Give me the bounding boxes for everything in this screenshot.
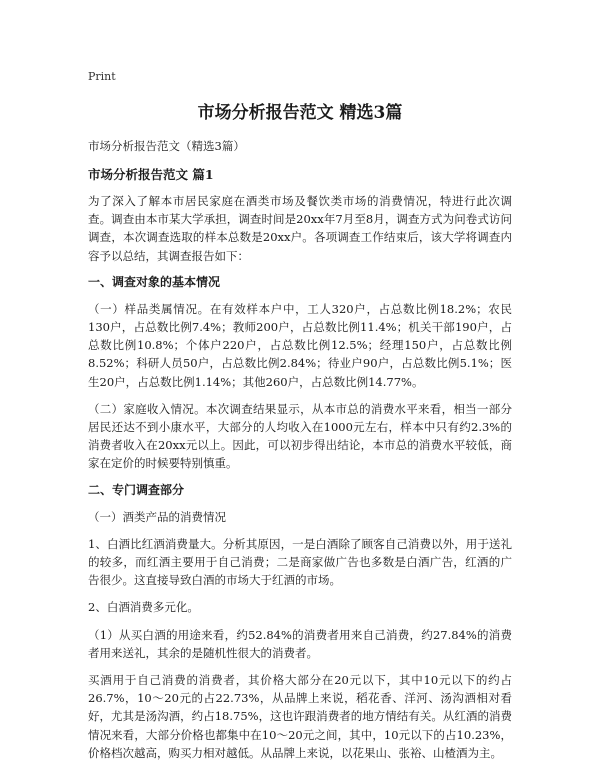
page-title: 市场分析报告范文 精选3篇: [197, 103, 403, 123]
paragraph-household-income: （二）家庭收入情况。本次调查结果显示，从本市总的消费水平来看，相当一部分居民还达不到小康水平，大部分的人均收入在1000元左右，样本中只有约2.3%的消费者收入在20xx元以上。因此，可以初步得出结论，本市总的消费水平较低，商家在定价的时候要特别慎重。: [88, 401, 512, 471]
paragraph-baijiu-diversified: 2、白酒消费多元化。: [88, 600, 199, 615]
intro-paragraph: 为了深入了解本市居民家庭在酒类市场及餐饮类市场的消费情况，特进行此次调查。调查由本市某大学承担，调查时间是20xx年7月至8月，调查方式为问卷式访问调查，本次调查选取的样本总数是20xx户。各项调查工作结束后，该大学将调查内容予以总结，其调查报告如下：: [88, 194, 512, 263]
heading-basic-info: 一、调查对象的基本情况: [88, 274, 221, 289]
section-title: 市场分析报告范文 篇1: [88, 167, 214, 182]
print-label[interactable]: Print: [88, 70, 116, 83]
paragraph-sample-categories: （一）样品类属情况。在有效样本户中，工人320户，占总数比例18.2%；农民130户，占总数比例7.4%；教师200户，占总数比例11.4%；机关干部190户，占总数比例10.8%；个体户220户，占总数比例12.5%；经理150户，占总数比例8.52%；科研人员50户，占总数比例2.84%；待业户90户，占总数比例5.1%；医生20户，占总数比例1.14%；其他260户，占总数比例14.77%。: [88, 301, 512, 389]
document-subtitle: 市场分析报告范文（精选3篇）: [88, 139, 245, 153]
sub-heading-liquor-consumption: （一）酒类产品的消费情况: [88, 509, 226, 524]
paragraph-baijiu-vs-wine: 1、白酒比红酒消费量大。分析其原因，一是白酒除了顾客自己消费以外，用于送礼的较多，而红酒主要用于自己消费；二是商家做广告也多数是白酒广告，红酒的广告很少。这直接导致白酒的市场大于红酒的市场。: [88, 536, 512, 588]
paragraph-price-brand: 买酒用于自己消费的消费者，其价格大部分在20元以下，其中10元以下的约占26.7%，10～20元的占22.73%，从品牌上来说，稻花香、洋河、汤沟酒相对看好，尤其是汤沟酒，约占18.75%，这也许跟消费者的地方情结有关。从红酒的消费情况来看，大部分价格也都集中在10～20元之间，其中，10元以下的占10.23%，价格档次越高，购买力相对越低。从品牌上来说，以花果山、张裕、山楂酒为主。: [88, 673, 512, 760]
paragraph-purchase-purpose: （1）从买白酒的用途来看，约52.84%的消费者用来自己消费，约27.84%的消费者用来送礼，其余的是随机性很大的消费者。: [88, 627, 512, 660]
heading-special-survey: 二、专门调查部分: [88, 482, 185, 497]
